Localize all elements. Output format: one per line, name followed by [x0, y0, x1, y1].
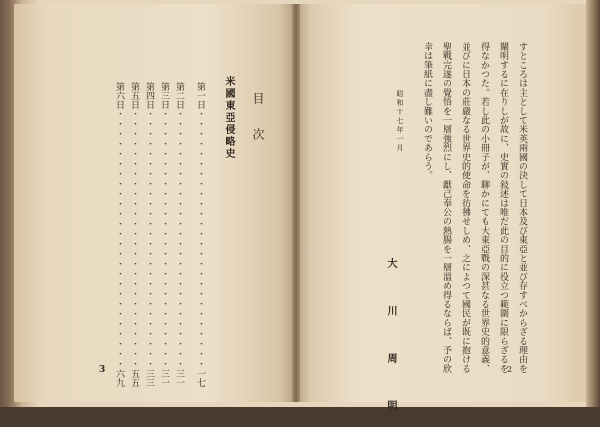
preface-line: 幸は筆紙に盡し難いのであらう。 [422, 42, 432, 180]
toc-entry-page: 五五 [129, 369, 139, 387]
preface-line: 得なかつた。若し此の小冊子が、聊かにても大東亞戰の深甚なる世界史的意義、 [479, 42, 489, 374]
preface-line: 並びに日本の莊嚴なる世界史的使命を彷彿せしめ、之によつて國民が既に抱ける [460, 42, 470, 374]
toc-entry [128, 82, 141, 387]
toc-entry-page: 三三 [144, 369, 154, 387]
toc-entry-page: 六九 [114, 369, 124, 387]
page-edges [586, 0, 600, 407]
toc-entry-label: 第一日 [195, 82, 205, 109]
toc-entry-label: 第六日 [114, 82, 124, 109]
toc-entry-page: 一七 [195, 369, 205, 387]
toc-leader-dots: ・・・・・・・・・・・・・・・・・・・・・・・・・・ [195, 109, 205, 369]
preface-author: 大 川 周 明 [385, 258, 396, 427]
preface-line: 闡明するに在りしが故に、史實の敍述は唯だ此の目的に役立つ範圍に限らざるを [498, 42, 508, 374]
toc-entry [143, 82, 156, 387]
toc-entry [158, 82, 171, 387]
toc-entry-label: 第三日 [159, 82, 169, 109]
page-number-right: 2 [507, 365, 513, 374]
toc-leader-dots: ・・・・・・・・・・・・・・・・・・・・・・・・・・ [159, 109, 169, 369]
toc-entry [194, 82, 207, 387]
preface-line: 聖戰完遂の覺悟を一層強烈にし、獻己奉公の熱腸を一層溫め得るならば、予の欣 [441, 42, 451, 374]
toc-title: 目 次 [251, 92, 265, 150]
toc-leader-dots: ・・・・・・・・・・・・・・・・・・・・・・・・・・ [129, 109, 139, 369]
toc-entry [173, 82, 186, 387]
toc-entry-label: 第五日 [129, 82, 139, 109]
preface-line: すところは主として米英兩國の決して日本及び東亞と並び存すべからざる理由を [517, 42, 527, 374]
page-number-left: 3 [99, 365, 106, 375]
toc-entry-page: 三一 [174, 369, 184, 387]
book-title: 米國東亞侵略史 [223, 76, 234, 160]
preface-date: 昭和十七年一月 [396, 90, 404, 153]
toc-leader-dots: ・・・・・・・・・・・・・・・・・・・・・・・・・・ [144, 109, 154, 369]
toc-leader-dots: ・・・・・・・・・・・・・・・・・・・・・・・・・・ [174, 109, 184, 369]
toc-leader-dots: ・・・・・・・・・・・・・・・・・・・・・・・・・・ [114, 109, 124, 369]
toc-entry-label: 第四日 [144, 82, 154, 109]
book-gutter [292, 4, 300, 402]
toc-entry-label: 第二日 [174, 82, 184, 109]
toc-entry-page: 三一 [159, 369, 169, 387]
toc-entry [113, 82, 126, 387]
